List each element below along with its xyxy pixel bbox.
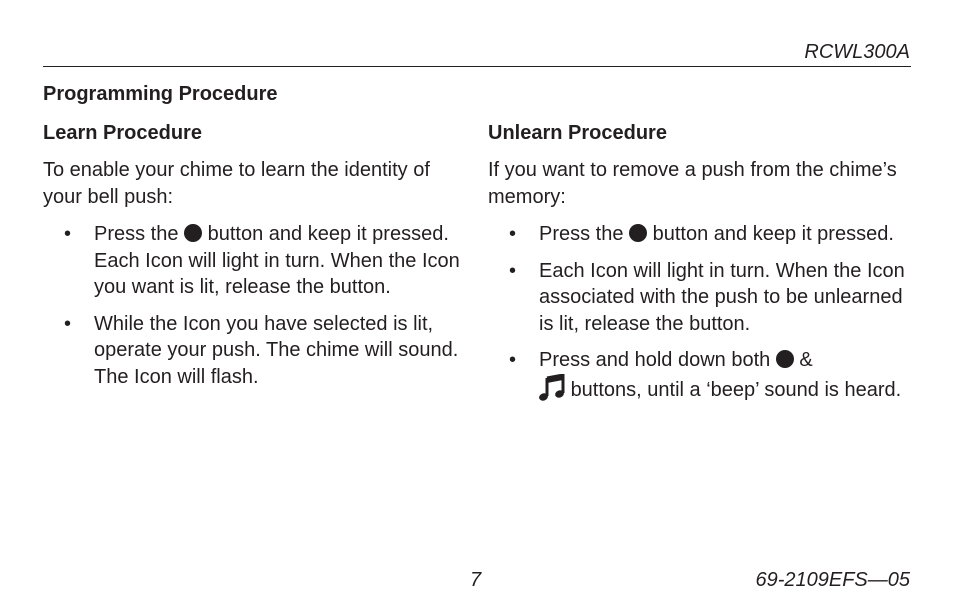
unlearn-column (488, 121, 913, 419)
filled-circle-icon (184, 224, 202, 242)
header-model: RCWL300A (804, 41, 910, 63)
page-number: 7 (470, 569, 482, 591)
filled-circle-icon (776, 350, 794, 368)
list-item (43, 311, 468, 391)
unlearn-heading: Unlearn Procedure (488, 122, 667, 144)
learn-b1-post: button and keep it pressed. Each Icon will light in turn. When the Icon you want is lit, release the button. (94, 223, 460, 298)
list-item (488, 347, 913, 409)
bullet: • (509, 223, 517, 245)
unlearn-b3-post: buttons, until a ‘beep’ sound is heard. (570, 378, 902, 401)
bullet: • (509, 259, 517, 282)
unlearn-b3-pre: Press and hold down both (539, 349, 771, 371)
learn-b2: While the Icon you have selected is lit, operate your push. The chime will sound. The Icon will flash. (94, 312, 459, 388)
unlearn-b1-post: button and keep it pressed. (652, 223, 894, 245)
list-item (488, 221, 913, 248)
header-rule (43, 66, 911, 67)
bullet: • (64, 223, 72, 245)
learn-intro: To enable your chime to learn the identity of your bell push: (43, 159, 430, 208)
unlearn-intro: If you want to remove a push from the chime’s memory: (488, 159, 897, 208)
section-title: Programming Procedure (43, 83, 278, 105)
document-number: 69-2109EFS—05 (755, 569, 910, 591)
learn-list (43, 221, 468, 390)
learn-b1-pre: Press the (94, 223, 179, 245)
unlearn-b3-amp: & (799, 349, 813, 371)
list-item (43, 221, 468, 301)
unlearn-b2: Each Icon will light in turn. When the Icon associated with the push to be unlearned is lit, release the button. (539, 259, 905, 335)
bullet: • (509, 349, 517, 371)
music-note-icon (539, 374, 565, 410)
unlearn-b1-pre: Press the (539, 223, 624, 245)
bullet: • (64, 312, 72, 335)
list-item (488, 258, 913, 338)
learn-heading: Learn Procedure (43, 122, 202, 144)
unlearn-list (488, 221, 913, 409)
learn-column (43, 121, 468, 400)
filled-circle-icon (629, 224, 647, 242)
